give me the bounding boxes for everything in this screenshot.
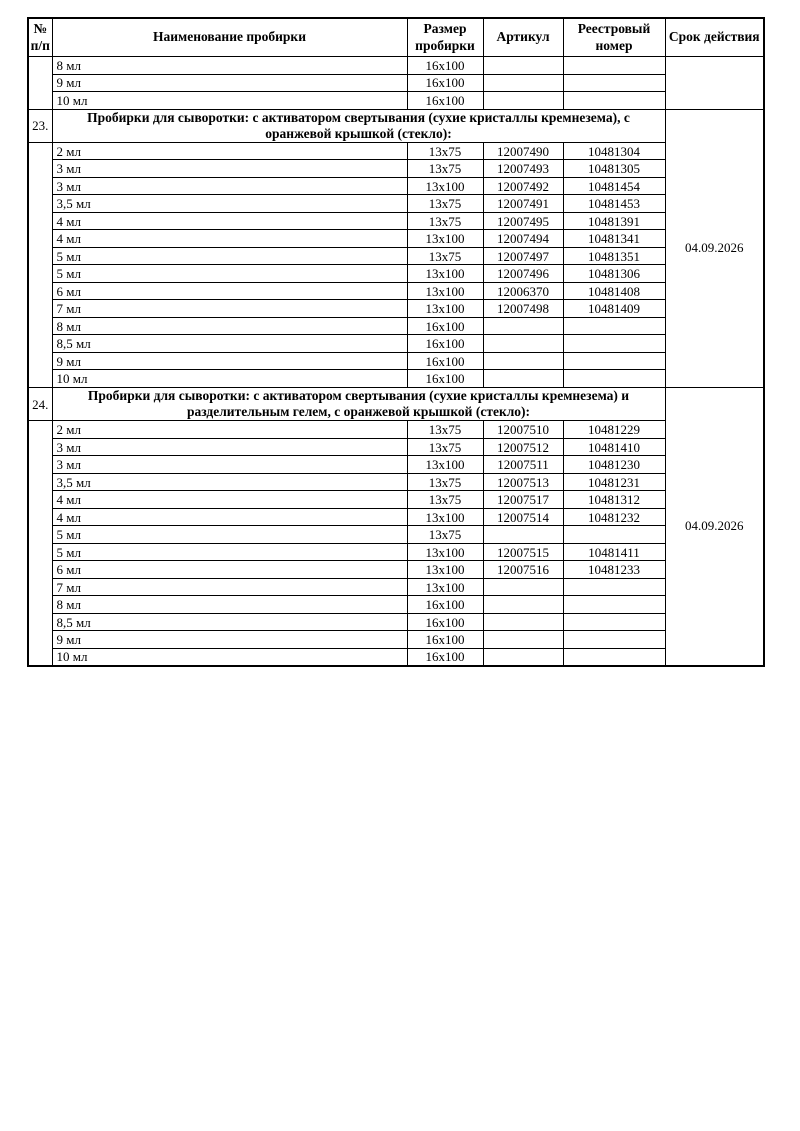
cell-tube-name: 3,5 мл (52, 195, 407, 213)
cell-tube-name: 7 мл (52, 300, 407, 318)
table-row (28, 438, 764, 456)
table-row (28, 370, 764, 388)
cell-tube-size: 13x100 (407, 282, 483, 300)
cell-tube-name: 10 мл (52, 92, 407, 110)
table-row (28, 491, 764, 509)
cell-tube-size: 13x100 (407, 230, 483, 248)
section-number-spacer (28, 142, 52, 387)
cell-reg-number: 10481229 (563, 421, 665, 439)
cell-tube-name: 3 мл (52, 456, 407, 474)
cell-tube-size: 16x100 (407, 92, 483, 110)
cell-tube-size: 16x100 (407, 352, 483, 370)
table-row (28, 92, 764, 110)
cell-reg-number (563, 370, 665, 388)
cell-tube-name: 6 мл (52, 282, 407, 300)
cell-article (483, 74, 563, 92)
cell-reg-number: 10481410 (563, 438, 665, 456)
table-row (28, 212, 764, 230)
table-row (28, 282, 764, 300)
section-title: Пробирки для сыворотки: с активатором свертывания (сухие кристаллы кремнезема) и разделительным гелем, с оранжевой крышкой (стекло): (52, 387, 665, 420)
cell-tube-size: 13x100 (407, 177, 483, 195)
cell-article: 12007495 (483, 212, 563, 230)
cell-article: 12007493 (483, 160, 563, 178)
cell-tube-name: 8 мл (52, 596, 407, 614)
cell-article (483, 370, 563, 388)
table-body (28, 57, 764, 666)
section-title: Пробирки для сыворотки: с активатором свертывания (сухие кристаллы кремнезема), с оранжевой крышкой (стекло): (52, 109, 665, 142)
cell-tube-size: 13x100 (407, 456, 483, 474)
cell-tube-size: 16x100 (407, 335, 483, 353)
validity-date: 04.09.2026 (665, 109, 764, 387)
cell-article: 12007492 (483, 177, 563, 195)
table-row (28, 57, 764, 75)
cell-article: 12007516 (483, 561, 563, 579)
table-row (28, 421, 764, 439)
table-row (28, 543, 764, 561)
cell-article (483, 57, 563, 75)
cell-tube-name: 4 мл (52, 508, 407, 526)
table-row (28, 352, 764, 370)
cell-article (483, 92, 563, 110)
table-row (28, 300, 764, 318)
table-row (28, 578, 764, 596)
section-number-spacer (28, 57, 52, 110)
table-row (28, 74, 764, 92)
cell-tube-name: 5 мл (52, 543, 407, 561)
section-header-row (28, 387, 764, 420)
cell-tube-size: 16x100 (407, 57, 483, 75)
cell-tube-size: 13x75 (407, 212, 483, 230)
cell-tube-name: 3 мл (52, 438, 407, 456)
table-row (28, 160, 764, 178)
cell-tube-name: 4 мл (52, 212, 407, 230)
cell-reg-number (563, 352, 665, 370)
column-header-size: Размер пробирки (407, 18, 483, 57)
cell-tube-size: 16x100 (407, 596, 483, 614)
cell-reg-number: 10481233 (563, 561, 665, 579)
cell-article (483, 631, 563, 649)
table-row (28, 317, 764, 335)
column-header-reg: Реестровый номер (563, 18, 665, 57)
cell-reg-number (563, 648, 665, 666)
cell-tube-size: 16x100 (407, 613, 483, 631)
cell-tube-name: 2 мл (52, 142, 407, 160)
section-number: 24. (28, 387, 52, 420)
table-row (28, 648, 764, 666)
cell-article: 12007514 (483, 508, 563, 526)
cell-tube-name: 8,5 мл (52, 613, 407, 631)
cell-reg-number: 10481351 (563, 247, 665, 265)
cell-tube-name: 9 мл (52, 74, 407, 92)
cell-reg-number (563, 335, 665, 353)
table-row (28, 265, 764, 283)
cell-reg-number (563, 613, 665, 631)
table-row (28, 631, 764, 649)
cell-article: 12007494 (483, 230, 563, 248)
cell-article (483, 613, 563, 631)
table-row (28, 195, 764, 213)
cell-tube-name: 5 мл (52, 265, 407, 283)
cell-article (483, 578, 563, 596)
cell-article: 12007498 (483, 300, 563, 318)
cell-tube-size: 13x75 (407, 438, 483, 456)
header-row (28, 18, 764, 57)
cell-article: 12007491 (483, 195, 563, 213)
cell-tube-name: 3 мл (52, 177, 407, 195)
table-row (28, 596, 764, 614)
table-row (28, 561, 764, 579)
cell-reg-number: 10481341 (563, 230, 665, 248)
cell-tube-size: 16x100 (407, 317, 483, 335)
cell-article: 12007497 (483, 247, 563, 265)
cell-tube-size: 13x100 (407, 265, 483, 283)
cell-tube-name: 9 мл (52, 631, 407, 649)
cell-reg-number: 10481231 (563, 473, 665, 491)
cell-article: 12007496 (483, 265, 563, 283)
cell-reg-number: 10481230 (563, 456, 665, 474)
cell-tube-size: 13x75 (407, 473, 483, 491)
cell-reg-number (563, 631, 665, 649)
cell-article: 12007517 (483, 491, 563, 509)
cell-article: 12007515 (483, 543, 563, 561)
cell-article (483, 526, 563, 544)
cell-tube-name: 7 мл (52, 578, 407, 596)
cell-tube-name: 6 мл (52, 561, 407, 579)
column-header-article: Артикул (483, 18, 563, 57)
cell-article: 12007512 (483, 438, 563, 456)
cell-tube-size: 13x75 (407, 526, 483, 544)
cell-tube-size: 16x100 (407, 648, 483, 666)
cell-article (483, 335, 563, 353)
cell-article (483, 352, 563, 370)
cell-reg-number (563, 74, 665, 92)
cell-article: 12007511 (483, 456, 563, 474)
table-row (28, 473, 764, 491)
cell-reg-number (563, 57, 665, 75)
cell-tube-size: 13x75 (407, 491, 483, 509)
cell-tube-name: 4 мл (52, 491, 407, 509)
cell-tube-name: 8 мл (52, 57, 407, 75)
table-row (28, 526, 764, 544)
cell-reg-number (563, 317, 665, 335)
cell-reg-number: 10481306 (563, 265, 665, 283)
cell-tube-size: 13x75 (407, 160, 483, 178)
cell-reg-number: 10481391 (563, 212, 665, 230)
section-header-row (28, 109, 764, 142)
cell-tube-size: 13x75 (407, 195, 483, 213)
table-row (28, 177, 764, 195)
cell-article: 12007513 (483, 473, 563, 491)
table-row (28, 142, 764, 160)
section-number: 23. (28, 109, 52, 142)
cell-tube-name: 3 мл (52, 160, 407, 178)
column-header-validity: Срок действия (665, 18, 764, 57)
cell-tube-size: 16x100 (407, 74, 483, 92)
cell-tube-name: 10 мл (52, 370, 407, 388)
cell-tube-name: 8 мл (52, 317, 407, 335)
column-header-name: Наименование пробирки (52, 18, 407, 57)
cell-tube-name: 9 мл (52, 352, 407, 370)
table-row (28, 456, 764, 474)
cell-reg-number: 10481411 (563, 543, 665, 561)
cell-tube-name: 10 мл (52, 648, 407, 666)
cell-tube-size: 13x75 (407, 142, 483, 160)
cell-tube-size: 13x75 (407, 247, 483, 265)
table-row (28, 335, 764, 353)
cell-reg-number: 10481305 (563, 160, 665, 178)
cell-reg-number (563, 92, 665, 110)
cell-tube-size: 13x100 (407, 300, 483, 318)
validity-date: 04.09.2026 (665, 387, 764, 665)
cell-reg-number (563, 578, 665, 596)
cell-tube-size: 13x75 (407, 421, 483, 439)
cell-article: 12007490 (483, 142, 563, 160)
validity-date (665, 57, 764, 110)
cell-reg-number: 10481304 (563, 142, 665, 160)
cell-tube-name: 8,5 мл (52, 335, 407, 353)
cell-tube-size: 13x100 (407, 543, 483, 561)
cell-tube-name: 5 мл (52, 526, 407, 544)
cell-article (483, 317, 563, 335)
section-number-spacer (28, 421, 52, 666)
cell-tube-name: 4 мл (52, 230, 407, 248)
cell-tube-size: 16x100 (407, 370, 483, 388)
cell-tube-name: 5 мл (52, 247, 407, 265)
cell-reg-number: 10481312 (563, 491, 665, 509)
cell-tube-name: 2 мл (52, 421, 407, 439)
cell-reg-number: 10481408 (563, 282, 665, 300)
tubes-table (27, 17, 765, 667)
cell-reg-number (563, 596, 665, 614)
cell-tube-size: 13x100 (407, 508, 483, 526)
cell-reg-number (563, 526, 665, 544)
cell-article: 12006370 (483, 282, 563, 300)
cell-article: 12007510 (483, 421, 563, 439)
cell-reg-number: 10481454 (563, 177, 665, 195)
cell-tube-size: 16x100 (407, 631, 483, 649)
cell-tube-name: 3,5 мл (52, 473, 407, 491)
cell-reg-number: 10481453 (563, 195, 665, 213)
cell-reg-number: 10481409 (563, 300, 665, 318)
cell-article (483, 596, 563, 614)
table-row (28, 613, 764, 631)
cell-article (483, 648, 563, 666)
column-header-num: № п/п (28, 18, 52, 57)
cell-tube-size: 13x100 (407, 561, 483, 579)
cell-reg-number: 10481232 (563, 508, 665, 526)
table-row (28, 247, 764, 265)
table-row (28, 230, 764, 248)
cell-tube-size: 13x100 (407, 578, 483, 596)
table-row (28, 508, 764, 526)
